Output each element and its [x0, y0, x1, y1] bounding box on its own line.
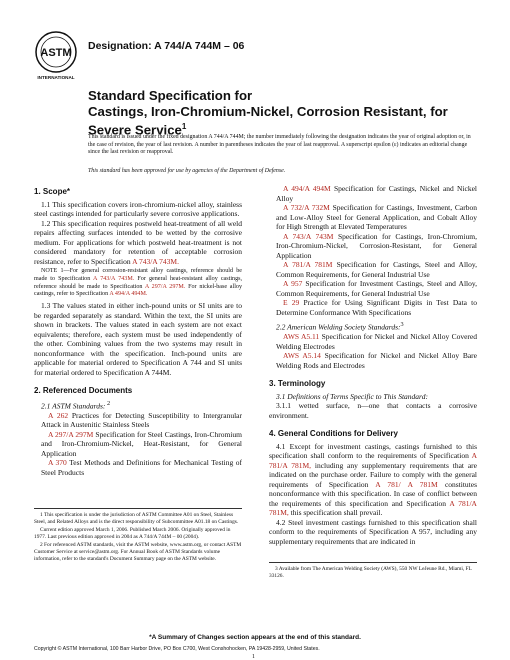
reference-code-link[interactable]: A 957: [283, 279, 303, 288]
link-a781[interactable]: A 781/ A 781M: [375, 479, 438, 489]
note-1: NOTE 1—For general corrosion-resistant alloy castings, reference should be made to Specification A 743/A 743M. For general heat-resistant alloy castings, reference should be made to Specification A 297/A 297M. For nickel-base alloy castings, refer to Specification A 494/A 494M.: [34, 268, 243, 298]
footnotes-right: [269, 562, 477, 580]
reference-item: E 29 Practice for Using Significant Digits in Test Data to Determine Conformance With Specifications: [276, 298, 477, 317]
section-heading-referenced-documents: 2. Referenced Documents: [34, 386, 133, 396]
reference-code-link[interactable]: A 370: [48, 458, 67, 468]
para-3-1: 3.1 Definitions of Terms Specific to This Standard:: [276, 391, 428, 401]
reference-code-link[interactable]: A 262: [48, 410, 69, 420]
reference-item: AWS A5.14 Specification for Nickel and Nickel Alloy Bare Welding Rods and Electrodes: [276, 351, 477, 370]
link-a494-note[interactable]: A 494/A 494M.: [109, 291, 148, 298]
reference-code-link[interactable]: A 743/A 743M: [283, 231, 334, 241]
reference-item: AWS A5.11 Specification for Nickel and Nickel Alloy Covered Welding Electrodes: [276, 332, 477, 351]
reference-code-link[interactable]: A 297/A 297M: [48, 429, 94, 439]
svg-text:INTERNATIONAL: INTERNATIONAL: [37, 75, 75, 80]
link-a297-note[interactable]: A 297/A 297M.: [144, 283, 186, 290]
left-column: [34, 178, 242, 477]
reference-code-link[interactable]: AWS A5.14: [283, 351, 321, 360]
link-a743-note[interactable]: A 743/A 743M.: [93, 275, 135, 282]
reference-item: A 957 Specification for Investment Castings, Steel and Alloy, Common Requirements, for General Industrial Use: [276, 279, 477, 298]
para-4-2: 4.2 Steel investment castings furnished to this specification shall conform to the requirements of Specification A 957, including any supplementary requirements that are indicated in: [269, 517, 477, 546]
astm-logo: [34, 30, 78, 82]
dod-approval-note: This standard has been approved for use by agencies of the Department of Defense.: [88, 168, 286, 174]
footnote-1b: Current edition approved March 1, 2006. Published March 2006. Originally approved in 1977. Last previous edition approved in 2004 as A 744/A 744M – 00 (2004).: [34, 527, 231, 540]
aws-standards-label: 2.2 American Welding Society Standards:$^3$: [276, 321, 404, 332]
issuance-note: This standard is issued under the fixed designation A 744/A 744M; the number immediately following the designation indicates the year of original adoption or, in the case of revision, the year of last revision. A number in parentheses indicates the year of last reapproval. A superscript epsilon (ε) indicates an editorial change since the last revision or reapproval.: [88, 134, 471, 156]
footnote-3: 3 Available from The American Welding Society (AWS), 550 NW LeJeune Rd., Miami, FL 33126.: [269, 566, 472, 579]
reference-item: A 781/A 781M Specification for Castings, Steel and Alloy, Common Requirements, for General Industrial Use: [276, 260, 477, 279]
reference-code-link[interactable]: AWS A5.11: [283, 332, 320, 341]
reference-item: A 370 Test Methods and Definitions for Mechanical Testing of Steel Products: [41, 458, 242, 477]
reference-item: A 494/A 494M Specification for Castings, Nickel and Nickel Alloy: [276, 184, 478, 203]
footnote-1: 1 This specification is under the jurisdiction of ASTM Committee A01 on Steel, Stainless Steel, and Related Alloys and is the direct responsibility of Subcommittee A01.18 on Castings.: [34, 512, 239, 525]
reference-code-link[interactable]: E 29: [283, 298, 300, 307]
aws-reference-list: [269, 332, 477, 370]
astm-standards-label: 2.1 ASTM Standards: $^2$: [41, 399, 111, 411]
title-line-1: Standard Specification for: [88, 88, 253, 103]
footnote-2: 2 For referenced ASTM standards, visit the ASTM website, www.astm.org, or contact ASTM Customer Service at service@astm.org. For Annual Book of ASTM Standards volume information, refer to the standard's Document Summary page on the ASTM website.: [34, 542, 242, 562]
reference-code-link[interactable]: A 494/A 494M: [283, 184, 331, 193]
copyright-line: Copyright © ASTM International, 100 Barr Harbor Drive, PO Box C700, West Conshohocken, PA 19428-2959, United States.: [34, 646, 320, 652]
summary-of-changes-note: *A Summary of Changes section appears at the end of this standard.: [149, 634, 361, 641]
link-a743[interactable]: A 743/A 743M.: [132, 256, 179, 266]
link-a781[interactable]: A 781/A 781M,: [269, 451, 477, 470]
reference-item: A 743/A 743M Specification for Castings, Iron-Chromium, Iron-Chromium-Nickel, Corrosion-Resistant, for General Application: [276, 231, 477, 260]
reference-item: A 262 Practices for Detecting Susceptibility to Intergranular Attack in Austenitic Stainless Steels: [41, 410, 243, 430]
section-heading-terminology: 3. Terminology: [269, 379, 326, 388]
para-1-2: 1.2 This specification requires postweld heat-treatment of all weld repairs affecting surfaces intended to be wetted by the corrosive medium. For applications for which postweld heat-treatment is not considered mandatory for retention of acceptable corrosion resistance, refer to Specification A 743/A 743M.: [34, 218, 242, 266]
footnotes-left: [34, 508, 242, 564]
reference-item: A 732/A 732M Specification for Castings, Investment, Carbon and Low-Alloy Steel for General Application, and Cobalt Alloy for High Strength at Elevated Temperatures: [276, 203, 477, 231]
para-4-1: 4.1 Except for investment castings, castings furnished to this specification shall conform to the requirements of Specification A 781/A 781M, including any supplementary requirements that are indicated on the purchase order. Failure to comply with the general requirements of Specification A 781/ A 781M constitutes nonconformance with this specification. In case of conflict between the requirements of this specification and Specification A 781/A 781M, this specification shall prevail.: [269, 441, 478, 517]
link-a781[interactable]: A 781/A 781M,: [269, 498, 477, 517]
title-line-2: Castings, Iron-Chromium-Nickel, Corrosion Resistant, for: [88, 103, 448, 119]
right-column: [269, 184, 477, 546]
title-line-3: Severe Service$^1$: [88, 122, 187, 138]
reference-list-left: [34, 411, 242, 478]
para-1-3: 1.3 The values stated in either inch-pound units or SI units are to be regarded separately as standard. Within the text, the SI units are shown in brackets. The values stated in each system are not exact equivalents; therefore, each system must be used independently of the other. Combining values from the two systems may result in nonconformance with the specification. Inch-pound units are applicable for material ordered to Specification A 744 and SI units for material ordered to Specification A 744M.: [34, 301, 242, 377]
para-1-1: 1.1 This specification covers iron-chromium-nickel alloy, stainless steel castings intended for particularly severe corrosive applications.: [34, 199, 242, 218]
document-title: [88, 88, 488, 138]
section-heading-scope: 1. Scope*: [34, 187, 71, 196]
svg-text:ASTM: ASTM: [40, 47, 72, 59]
designation: Designation: A 744/A 744M – 06: [88, 40, 245, 52]
reference-list-right: [269, 184, 477, 317]
reference-code-link[interactable]: A 781/A 781M: [283, 260, 333, 269]
page-number: 1: [252, 654, 255, 660]
para-3-1-1: 3.1.1 wetted surface, n—one that contacts a corrosive environment.: [269, 401, 477, 420]
reference-item: A 297/A 297M Specification for Steel Castings, Iron-Chromium and Iron-Chromium-Nickel, Heat-Resistant, for General Application: [41, 429, 242, 458]
reference-code-link[interactable]: A 732/A 732M: [283, 203, 330, 212]
section-heading-general-conditions: 4. General Conditions for Delivery: [269, 429, 398, 438]
